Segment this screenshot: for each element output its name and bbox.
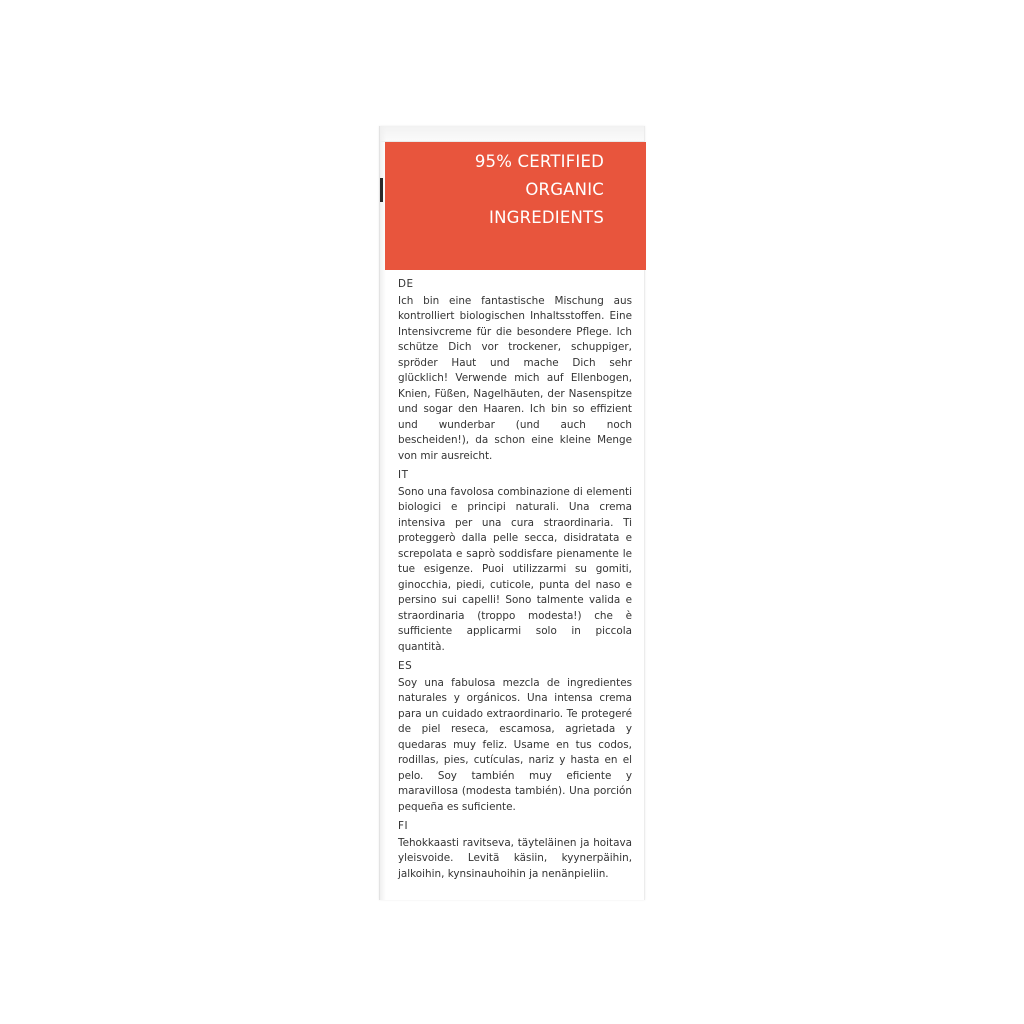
section-text-es: Soy una fabulosa mezcla de ingredientes naturales y orgánicos. Una intensa crema para un cuidado extraordinario. Te protegeré de piel reseca, escamosa, agrietada y quedaras muy feliz. Usame en tus codos, rodillas, pies, cutículas, nariz y hasta en el pelo. Soy también muy eficiente y maravillosa (modesta también). Una porción pequeña es suficiente. <box>398 676 632 813</box>
box-side-mark <box>380 178 383 202</box>
section-text-it: Sono una favolosa combinazione di elementi biologici e principi naturali. Una crema intensiva per una cura straordinaria. Ti proteggerò dalla pelle secca, disidratata e screpolata e saprò soddisfare pienamente le tue esigenze. Puoi utilizzarmi su gomiti, ginocchia, piedi, cuticole, punta del naso e persino sui capelli! Sono talmente valida e straordinaria (troppo modesta!) che è sufficiente applicarmi solo in piccola quantità. <box>398 485 632 653</box>
box-top-edge <box>380 126 644 142</box>
product-box <box>379 126 645 900</box>
section-code-it: IT <box>398 469 409 481</box>
section-code-fi: FI <box>398 820 409 832</box>
description-text-block <box>398 277 632 882</box>
section-code-de: DE <box>398 278 414 290</box>
section-text-de: Ich bin eine fantastische Mischung aus kontrolliert biologischen Inhaltsstoffen. Eine Intensivcreme für die besondere Pflege. Ich schütze Dich vor trockener, schuppiger, spröder Haut und mache Dich sehr glücklich! Verwende mich auf Ellenbogen, Knien, Füßen, Nagelhäuten, der Nasenspitze und sogar den Haaren. Ich bin so effizient und wunderbar (und auch noch bescheiden!), da schon eine kleine Menge von mir ausreicht. <box>398 294 632 462</box>
banner-line-1: 95% CERTIFIED <box>474 152 604 171</box>
certified-organic-banner <box>385 142 646 270</box>
banner-line-3: INGREDIENTS <box>489 208 604 227</box>
section-text-fi: Tehokkaasti ravitseva, täyteläinen ja hoitava yleisvoide. Levitä käsiin, kyynerpäihin, jalkoihin, kynsinauhoihin ja nenänpieliin. <box>398 836 632 880</box>
banner-line-2: ORGANIC <box>525 180 604 199</box>
section-code-es: ES <box>398 660 413 672</box>
